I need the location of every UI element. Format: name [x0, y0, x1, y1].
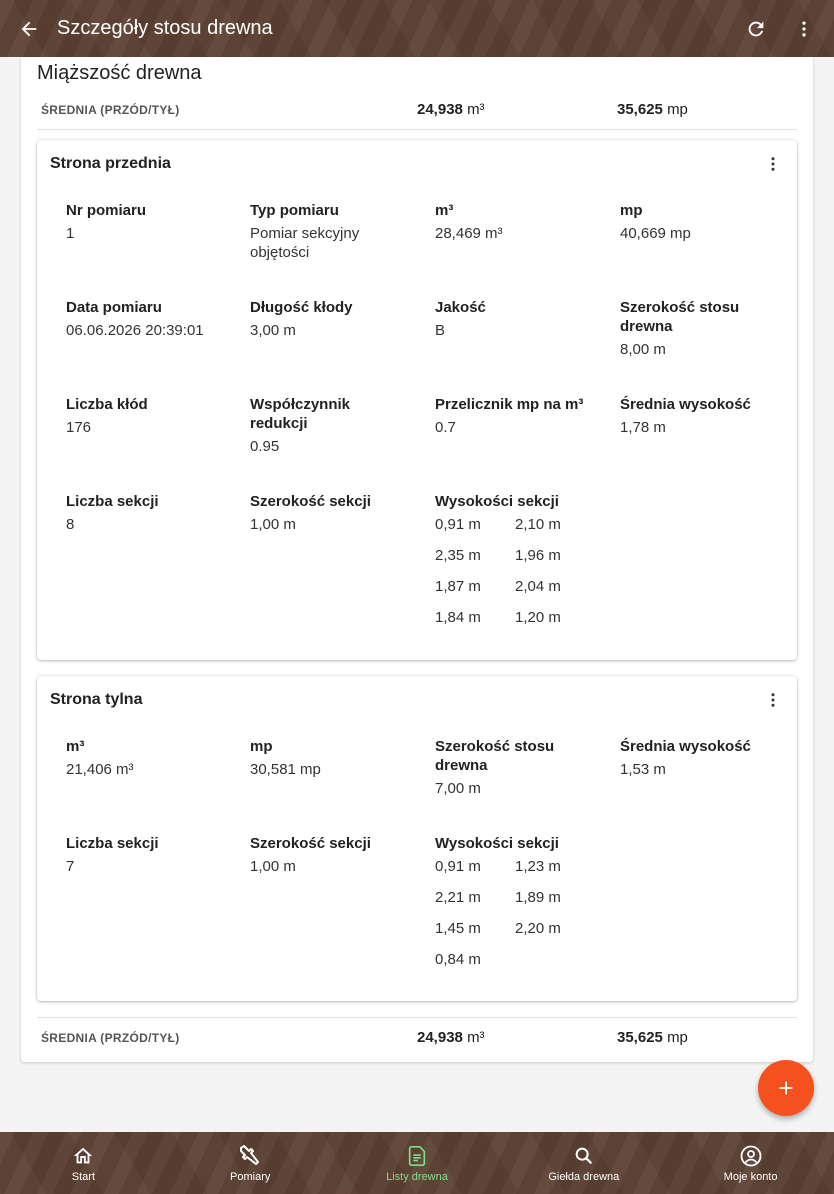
height-value: 1,45 m — [435, 920, 481, 937]
height-value: 0,84 m — [435, 951, 481, 968]
hammer-pick-icon — [238, 1144, 262, 1168]
card-menu-button[interactable] — [761, 152, 785, 176]
average-mp: 35,625 mp — [617, 101, 688, 118]
average-row-top — [37, 90, 797, 130]
app-bar — [0, 0, 834, 57]
field: Średnia wysokość 1,78 m — [620, 396, 751, 436]
search-icon — [573, 1145, 595, 1167]
section-heights: Wysokości sekcji 0,91 m 1,23 m 2,21 m 1,89 m 1,45 m 2,20 m 0,84 m — [435, 834, 605, 969]
bottom-navigation — [0, 1132, 834, 1194]
nav-item-gielda-drewna[interactable] — [500, 1132, 667, 1194]
more-menu-button[interactable] — [780, 0, 828, 57]
nav-item-moje-konto[interactable] — [667, 1132, 834, 1194]
field: Szerokość stosu drewna 8,00 m — [620, 299, 740, 358]
height-value: 2,35 m — [435, 547, 481, 564]
average-m3: 24,938 m³ — [417, 101, 485, 118]
nav-item-pomiary[interactable] — [167, 1132, 334, 1194]
average-m3: 24,938 m³ — [417, 1029, 485, 1046]
more-vert-icon — [764, 155, 782, 173]
back-side-card — [37, 676, 797, 1001]
field: Długość kłody 3,00 m — [250, 299, 353, 339]
section-title: Miąższość drewna — [37, 62, 202, 84]
refresh-icon — [745, 18, 767, 40]
field: Przelicznik mp na m³ 0.7 — [435, 396, 584, 436]
field: m³ 21,406 m³ — [66, 738, 134, 778]
page-title: Szczegóły stosu drewna — [57, 17, 273, 39]
height-value: 1,96 m — [515, 547, 561, 564]
arrow-back-icon — [18, 18, 40, 40]
field: Szerokość sekcji 1,00 m — [250, 493, 371, 533]
field: Średnia wysokość 1,53 m — [620, 738, 751, 778]
nav-item-listy-drewna[interactable] — [334, 1132, 501, 1194]
refresh-button[interactable] — [732, 0, 780, 57]
average-row-bottom — [37, 1017, 797, 1057]
card-title: Strona tylna — [50, 691, 143, 708]
height-value: 1,23 m — [515, 858, 561, 875]
field: Data pomiaru 06.06.2026 20:39:01 — [66, 299, 204, 339]
field: Szerokość stosu drewna 7,00 m — [435, 738, 555, 797]
field: mp 30,581 mp — [250, 738, 321, 778]
field: mp 40,669 mp — [620, 202, 691, 242]
nav-label: Listy drewna — [386, 1170, 448, 1183]
field: Typ pomiaru Pomiar sekcyjny objętości — [250, 202, 360, 261]
home-icon — [72, 1145, 94, 1167]
section-heights: Wysokości sekcji 0,91 m 2,10 m 2,35 m 1,96 m 1,87 m 2,04 m 1,84 m 1,20 m — [435, 492, 605, 627]
more-vert-icon — [794, 19, 814, 39]
nav-item-start[interactable] — [0, 1132, 167, 1194]
field: Jakość B — [435, 299, 486, 339]
document-list-icon — [406, 1145, 428, 1167]
height-value: 2,04 m — [515, 578, 561, 595]
average-label: ŚREDNIA (PRZÓD/TYŁ) — [41, 1030, 180, 1045]
card-title: Strona przednia — [50, 155, 171, 172]
height-value: 2,10 m — [515, 516, 561, 533]
nav-label: Moje konto — [723, 1170, 778, 1183]
height-value: 1,87 m — [435, 578, 481, 595]
height-value: 0,91 m — [435, 516, 481, 533]
account-icon — [739, 1144, 763, 1168]
field: Nr pomiaru 1 — [66, 202, 147, 242]
back-button[interactable] — [0, 0, 57, 57]
height-value: 1,84 m — [435, 609, 481, 626]
average-label: ŚREDNIA (PRZÓD/TYŁ) — [41, 102, 180, 117]
nav-label: Pomiary — [230, 1170, 271, 1183]
average-mp: 35,625 mp — [617, 1029, 688, 1046]
field: Liczba sekcji 8 — [66, 493, 159, 533]
content-card — [21, 57, 813, 1062]
height-value: 2,20 m — [515, 920, 561, 937]
field: Liczba kłód 176 — [66, 396, 148, 436]
more-vert-icon — [764, 691, 782, 709]
field: Współczynnik redukcji 0.95 — [250, 396, 351, 455]
field: m³ 28,469 m³ — [435, 202, 503, 242]
card-menu-button[interactable] — [761, 688, 785, 712]
front-side-card — [37, 140, 797, 660]
height-value: 1,20 m — [515, 609, 561, 626]
height-value: 2,21 m — [435, 889, 481, 906]
field: Liczba sekcji 7 — [66, 835, 159, 875]
height-value: 1,89 m — [515, 889, 561, 906]
height-value: 0,91 m — [435, 858, 481, 875]
plus-icon — [775, 1077, 797, 1099]
nav-label: Giełda drewna — [548, 1170, 620, 1183]
nav-label: Start — [71, 1170, 96, 1183]
add-fab-button[interactable] — [758, 1060, 814, 1116]
field: Szerokość sekcji 1,00 m — [250, 835, 371, 875]
